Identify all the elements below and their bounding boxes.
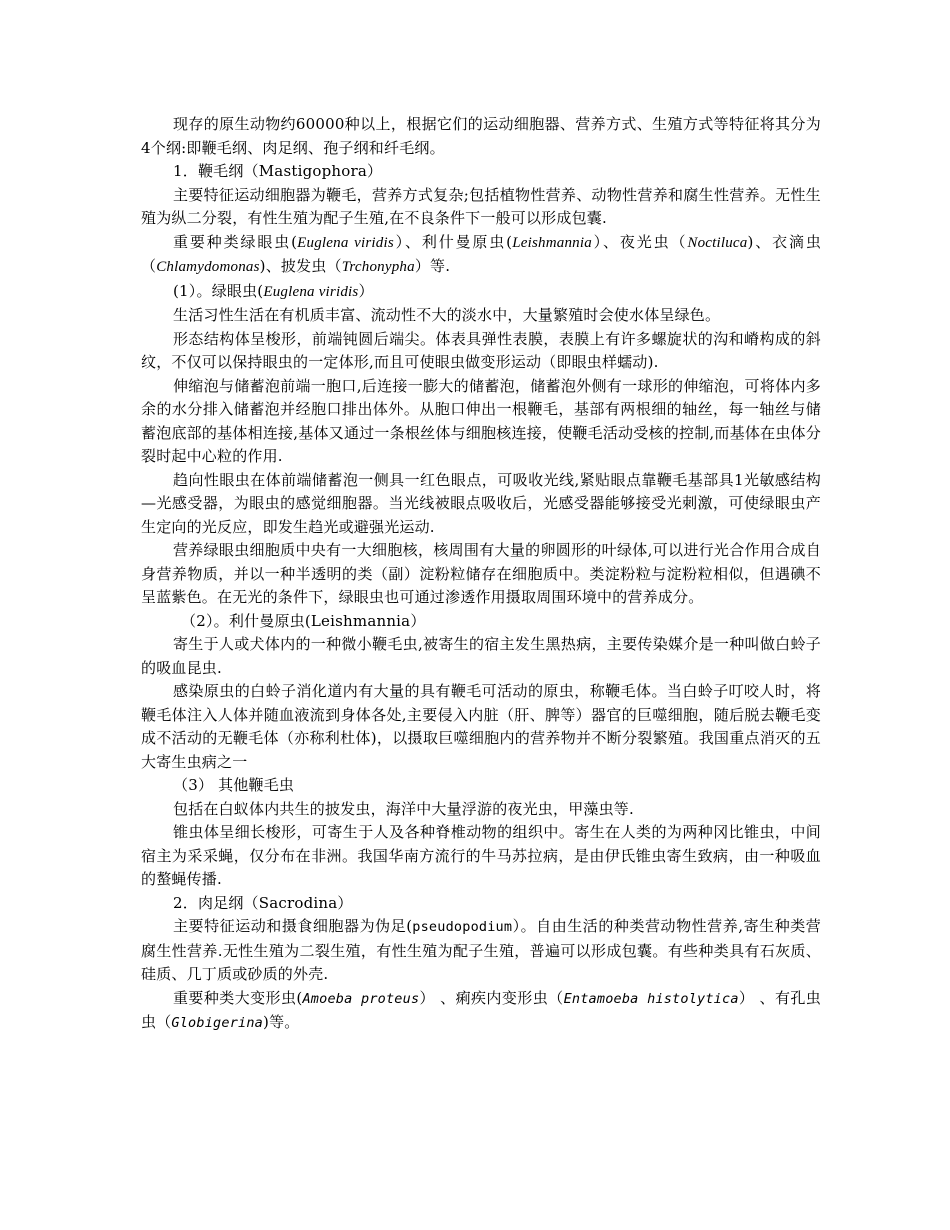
text-run: 寄生于人或犬体内的一种微小鞭毛虫,被寄生的宿主发生黑热病，主要传染媒介是一种叫做白蛉子的吸血昆虫. [141,635,821,677]
paragraph-other-flagellates [141,798,821,822]
text-run: （3） 其他鞭毛虫 [173,776,295,794]
text-run: 包括在白蚁体内共生的披发虫，海洋中大量浮游的夜光虫，甲藻虫等. [173,799,634,818]
latin-name: Leishmannia [512,234,592,251]
latin-term: pseudopodium [412,919,513,935]
text-run: ） 、有孔虫虫（ [141,988,821,1031]
text-run: 重要种类绿眼虫( [173,232,298,251]
latin-name: Trchonypha [341,259,415,275]
latin-name: Euglena viridis [297,234,394,251]
paragraph-euglena-nutrition [141,539,821,610]
paragraph-intro [141,113,821,160]
latin-name: Chlamydomonas [156,259,260,275]
paragraph-euglena-morphology [141,328,821,375]
latin-name: Euglena viridis [263,283,359,300]
paragraph-euglena-vacuole [141,375,821,469]
text-run: 现存的原生动物约60000种以上，根据它们的运动细胞器、营养方式、生殖方式等特征将其分为4个纲:即鞭毛纲、肉足纲、孢子纲和纤毛纲。 [141,115,821,157]
latin-name: Noctiluca [687,234,748,251]
heading-euglena [141,280,821,305]
text-run: ） [358,281,374,300]
paragraph-trypanosoma [141,821,821,892]
latin-name: Amoeba proteus [302,990,420,1007]
text-run: ）。自由生活的种类营动物性营养,寄生种类营腐生性营养.无性生殖为二裂生殖，有性生殖为配子生殖，普遍可以形成包囊。有些种类具有石灰质、硅质、几丁质或砂质的外壳. [141,917,821,983]
text-run: 营养绿眼虫细胞质中央有一大细胞核，核周围有大量的卵圆形的叶绿体,可以进行光合作用合成自身营养物质，并以一种半透明的类（副）淀粉粒储存在细胞质中。类淀粉粒与淀粉粒相似，但遇碘不呈蓝紫色。在无光的条件下，绿眼虫也可通过渗透作用摄取周围环境中的营养成分。 [141,541,821,606]
text-run: 趋向性眼虫在体前端储蓄泡一侧具一红色眼点，可吸收光线,紧贴眼点靠鞭毛基部具1光敏感结构—光感受器，为眼虫的感觉细胞器。当光线被眼点吸收后，光感受器能够接受光刺激，可使绿眼虫产生定向的光反应，即发生趋光或避强光运动. [141,470,821,536]
text-run: ）等. [414,257,451,275]
text-run: )、披发虫（ [259,257,342,275]
paragraph-euglena-taxis [141,469,821,540]
paragraph-mastigophora-species [141,231,821,280]
document-body [141,113,821,1036]
paragraph-leishmannia-infection [141,680,821,774]
text-run: 1．鞭毛纲（Mastigophora） [173,162,383,180]
heading-mastigophora [141,160,821,184]
text-run: )、衣滴虫（ [141,232,822,275]
text-run: )等。 [263,1013,300,1031]
text-run: ）、利什曼原虫( [393,232,513,251]
text-run: 主要特征运动和摄食细胞器为伪足( [173,917,413,935]
paragraph-sarcodina-features [141,915,821,987]
text-run: (1）。绿眼虫( [173,281,264,300]
text-run: 2．肉足纲（Sacrodina） [173,893,353,912]
text-run: 重要种类大变形虫( [173,988,303,1007]
text-run: 主要特征运动细胞器为鞭毛，营养方式复杂;包括植物性营养、动物性营养和腐生性营养。无性生殖为纵二分裂，有性生殖为配子生殖,在不良条件下一般可以形成包囊. [141,185,821,227]
latin-name: Globigerina [171,1015,264,1031]
text-run: 锥虫体呈细长梭形，可寄生于人及各种脊椎动物的组织中。寄生在人类的为两种冈比锥虫，中间宿主为采采蝇，仅分布在非洲。我国华南方流行的牛马苏拉病，是由伊氏锥虫寄生致病，由一种吸血的螯蝇传播. [141,823,821,888]
heading-other-flagellates [141,774,821,798]
text-run: 伸缩泡与储蓄泡前端一胞口,后连接一膨大的储蓄泡，储蓄泡外侧有一球形的伸缩泡，可将体内多余的水分排入储蓄泡并经胞口排出体外。从胞口伸出一根鞭毛，基部有两根细的轴丝，每一轴丝与储蓄泡底部的基体相连接,基体又通过一条根丝体与细胞核连接，使鞭毛活动受核的控制,而基体在虫体分裂时起中心粒的作用. [141,376,821,465]
text-run: （2）。利什曼原虫(Leishmannia） [181,611,426,630]
paragraph-mastigophora-features [141,184,821,231]
paragraph-sarcodina-species [141,987,821,1036]
text-run: 生活习性生活在有机质丰富、流动性不大的淡水中，大量繁殖时会使水体呈绿色。 [173,306,721,324]
latin-name: Entamoeba histolytica [563,990,739,1007]
text-run: ） 、痢疾内变形虫（ [419,988,564,1007]
heading-leishmannia [141,610,821,634]
text-run: 感染原虫的白蛉子消化道内有大量的具有鞭毛可活动的原虫，称鞭毛体。当白蛉子叮咬人时，将鞭毛体注入人体并随血液流到身体各处,主要侵入内脏（肝、脾等）器官的巨噬细胞，随后脱去鞭毛变成不活动的无鞭毛体（亦称利杜体)，以摄取巨噬细胞内的营养物并不断分裂繁殖。我国重点消灭的五大寄生虫病之一 [141,682,821,771]
text-run: 形态结构体呈梭形，前端钝圆后端尖。体表具弹性表膜，表膜上有许多螺旋状的沟和嵴构成的斜纹，不仅可以保持眼虫的一定体形,而且可使眼虫做变形运动（即眼虫样蠕动). [141,329,821,371]
text-run: ）、夜光虫（ [591,232,688,251]
paragraph-leishmannia-host [141,633,821,680]
paragraph-euglena-habitat [141,304,821,328]
heading-sarcodina [141,892,821,916]
